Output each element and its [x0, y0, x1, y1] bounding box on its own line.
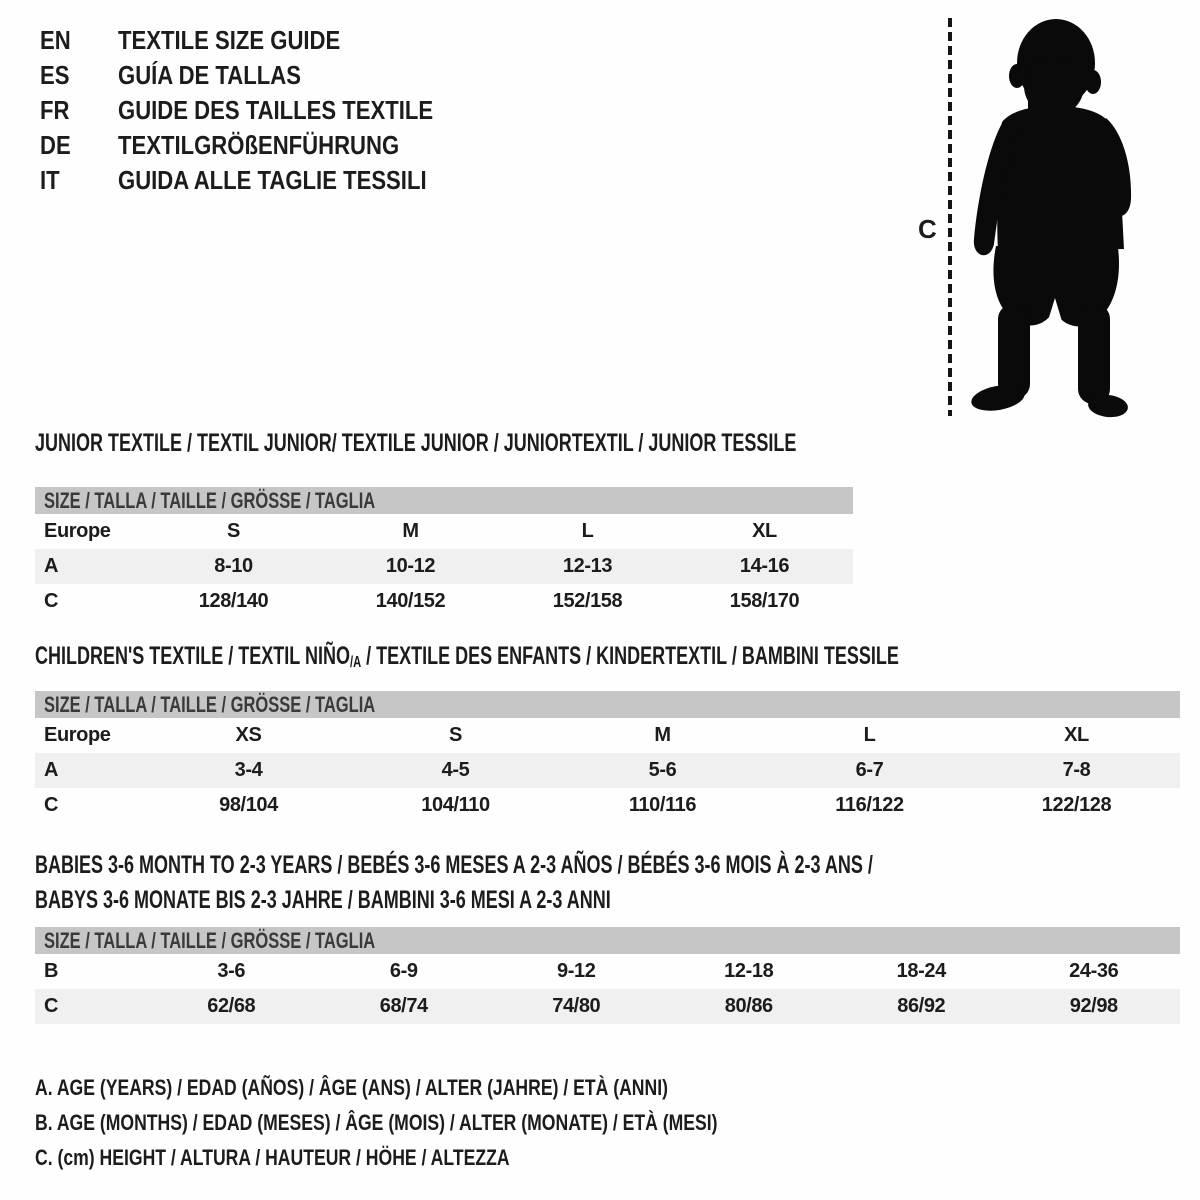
- height-cell: 86/92: [835, 989, 1008, 1024]
- legend-line-b-text: B. AGE (MONTHS) / EDAD (MESES) / ÂGE (MOIS) / ALTER (MONATE) / ETÀ (MESI): [35, 1110, 718, 1135]
- junior-heading-text: JUNIOR TEXTILE / TEXTIL JUNIOR/ TEXTILE JUNIOR / JUNIORTEXTIL / JUNIOR TESSILE: [35, 429, 797, 457]
- table-row-c: [35, 788, 1180, 823]
- age-cell: 3-6: [217, 960, 246, 982]
- babies-size-table: [35, 927, 1180, 1024]
- age-cell: 3-4: [145, 753, 352, 788]
- children-section-heading: [35, 643, 1200, 673]
- age-cell: 7-8: [973, 753, 1180, 788]
- height-cell: 158/170: [729, 590, 800, 612]
- height-measure-dashed-line: [948, 18, 952, 416]
- height-cell: 104/110: [421, 794, 490, 816]
- size-header-bar: [35, 927, 1180, 954]
- language-row-es: [40, 58, 489, 93]
- language-title: GUIDA ALLE TAGLIE TESSILI: [118, 165, 427, 195]
- age-cell: 12-18: [724, 960, 774, 982]
- table-row-a: [35, 549, 853, 584]
- table-row-b: [35, 954, 1180, 989]
- height-cell: 98/104: [219, 794, 278, 816]
- row-label: Europe: [44, 724, 111, 746]
- children-size-table: [35, 691, 1180, 823]
- size-cell: L: [581, 520, 594, 542]
- row-label: A: [35, 549, 145, 584]
- language-title: GUIDE DES TAILLES TEXTILE: [118, 95, 434, 125]
- language-code: FR: [40, 95, 70, 125]
- age-cell: 5-6: [559, 753, 766, 788]
- age-cell: 18-24: [896, 960, 946, 982]
- size-header-label: SIZE / TALLA / TAILLE / GRÖSSE / TAGLIA: [44, 927, 376, 953]
- height-cell: 140/152: [375, 590, 446, 612]
- height-cell: 74/80: [490, 989, 663, 1024]
- height-cell: 128/140: [198, 590, 269, 612]
- size-cell: L: [863, 724, 876, 746]
- age-cell: 4-5: [352, 753, 559, 788]
- table-row-c: [35, 989, 1180, 1024]
- children-heading-text: CHILDREN'S TEXTILE / TEXTIL NIÑO: [35, 642, 350, 670]
- size-cell: M: [402, 520, 419, 542]
- language-title: GUÍA DE TALLAS: [118, 60, 301, 90]
- height-cell: 80/86: [663, 989, 836, 1024]
- language-code: IT: [40, 165, 60, 195]
- language-title: TEXTILE SIZE GUIDE: [118, 25, 341, 55]
- language-code: EN: [40, 25, 71, 55]
- height-cell: 68/74: [318, 989, 491, 1024]
- table-row-a: [35, 753, 1180, 788]
- language-title: TEXTILGRÖßENFÜHRUNG: [118, 130, 400, 160]
- junior-section-heading: [35, 430, 1093, 457]
- row-label: A: [35, 753, 145, 788]
- row-label: B: [44, 960, 59, 982]
- height-cell: 122/128: [1041, 794, 1112, 816]
- legend-line-a: [35, 1070, 888, 1105]
- row-label: Europe: [44, 520, 111, 542]
- age-cell: 14-16: [676, 549, 853, 584]
- height-measure-label: C: [918, 214, 937, 244]
- row-label: C: [44, 794, 59, 816]
- height-cell: 110/116: [628, 794, 697, 816]
- age-cell: 12-13: [499, 549, 676, 584]
- row-label: C: [44, 590, 59, 612]
- language-code: ES: [40, 60, 70, 90]
- legend-line-a-text: A. AGE (YEARS) / EDAD (AÑOS) / ÂGE (ANS) / ALTER (JAHRE) / ETÀ (ANNI): [35, 1075, 668, 1100]
- language-row-de: [40, 128, 489, 163]
- age-cell: 9-12: [557, 960, 596, 982]
- size-header-label: SIZE / TALLA / TAILLE / GRÖSSE / TAGLIA: [44, 487, 376, 513]
- legend-line-c: [35, 1140, 888, 1175]
- age-cell: 6-9: [389, 960, 418, 982]
- babies-section-heading: [35, 848, 1185, 918]
- babies-heading-line1: BABIES 3-6 MONTH TO 2-3 YEARS / BEBÉS 3-6 MESES A 2-3 AÑOS / BÉBÉS 3-6 MOIS À 2-3 ANS /: [35, 851, 873, 879]
- size-header-label: SIZE / TALLA / TAILLE / GRÖSSE / TAGLIA: [44, 691, 376, 717]
- age-cell: 6-7: [766, 753, 973, 788]
- table-row-europe: [35, 514, 853, 549]
- size-cell: XS: [235, 724, 262, 746]
- children-heading-text-2: / TEXTILE DES ENFANTS / KINDERTEXTIL / BAMBINI TESSILE: [361, 642, 899, 670]
- age-cell: 8-10: [145, 549, 322, 584]
- size-cell: S: [449, 724, 462, 746]
- language-code: DE: [40, 130, 71, 160]
- language-title-list: [40, 23, 489, 198]
- size-header-bar: [35, 691, 1180, 718]
- babies-heading-line2: BABYS 3-6 MONATE BIS 2-3 JAHRE / BAMBINI 3-6 MESI A 2-3 ANNI: [35, 886, 611, 914]
- size-cell: XL: [752, 520, 777, 542]
- age-cell: 24-36: [1069, 960, 1119, 982]
- language-row-it: [40, 163, 489, 198]
- children-heading-subscript: /A: [349, 654, 362, 672]
- age-cell: 10-12: [322, 549, 499, 584]
- size-cell: S: [227, 520, 240, 542]
- height-cell: 62/68: [145, 989, 318, 1024]
- junior-size-table: [35, 487, 853, 619]
- table-row-europe: [35, 718, 1180, 753]
- height-cell: 116/122: [835, 794, 904, 816]
- measurement-legend: [35, 1070, 888, 1175]
- toddler-silhouette-image: [962, 14, 1146, 424]
- toddler-silhouette-shape: [969, 19, 1131, 419]
- table-row-c: [35, 584, 853, 619]
- size-cell: M: [654, 724, 671, 746]
- legend-line-c-text: C. (cm) HEIGHT / ALTURA / HAUTEUR / HÖHE / ALTEZZA: [35, 1145, 510, 1170]
- legend-line-b: [35, 1105, 888, 1140]
- language-row-en: [40, 23, 489, 58]
- size-header-bar: [35, 487, 853, 514]
- language-row-fr: [40, 93, 489, 128]
- row-label: C: [35, 989, 145, 1024]
- height-cell: 152/158: [552, 590, 623, 612]
- height-cell: 92/98: [1008, 989, 1181, 1024]
- size-cell: XL: [1064, 724, 1089, 746]
